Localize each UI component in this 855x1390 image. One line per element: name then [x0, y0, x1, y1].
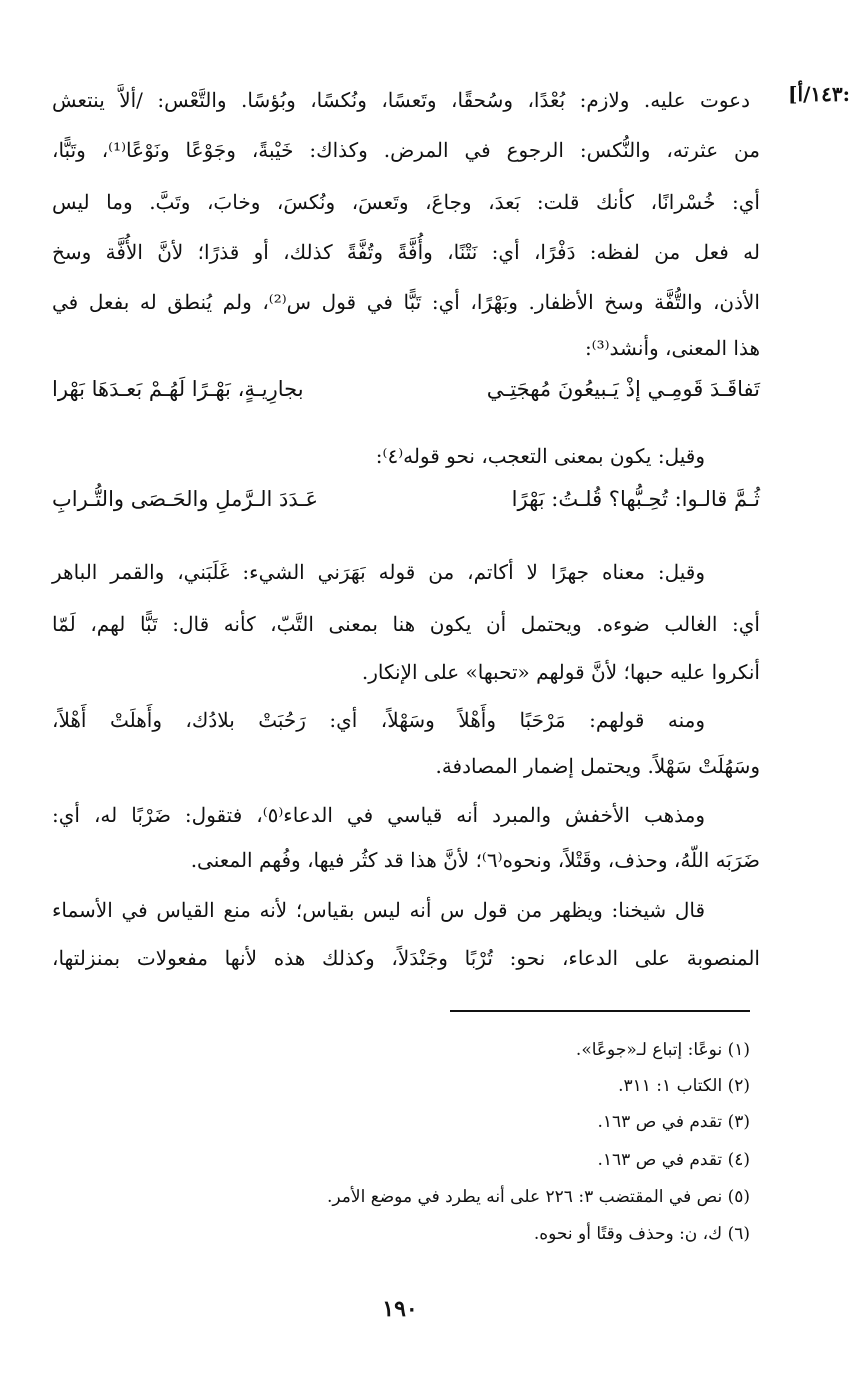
footnote: (١) نوعًا: إتباع لـ«جوعًا».	[575, 1040, 750, 1060]
body-line: ضَرَبَه اللّهُ، وحذف، وقَتْلاً، ونحوه⁽٦⁾؛ لأنَّ هذا قد كثُر فيها، وفُهم المعنى.	[190, 848, 760, 872]
footnote: (٣) تقدم في ص ١٦٣.	[597, 1112, 750, 1132]
page-number: ١٩٠	[382, 1296, 418, 1322]
body-line: من عثرته، والنُّكس: الرجوع في المرض. وكذاك: خَيْبةً، وجَوْعًا ونَوْعًا⁽¹⁾، وتَبًّا،	[52, 138, 760, 162]
footnote: (٤) تقدم في ص ١٦٣.	[597, 1150, 750, 1170]
body-line: هذا المعنى، وأنشد⁽³⁾:	[584, 336, 760, 360]
verse-hemistich-first: ثُـمَّ قالـوا: تُحِـبُّها؟ قُلـتُ: بَهْرًا	[511, 487, 760, 511]
body-line: أي: خُسْرانًا، كأنك قلت: بَعدَ، وجاعَ، وتَعسَ، ونُكسَ، وخابَ، وتَبَّ. وما ليس	[52, 190, 760, 214]
body-line: أنكروا عليه حبها؛ لأنَّ قولهم «تحبها» على الإنكار.	[361, 660, 760, 684]
body-line: ومذهب الأخفش والمبرد أنه قياسي في الدعاء⁽٥⁾، فتقول: ضَرْبًا له، أي:	[52, 803, 705, 827]
folio-marker: :١٤٣/أ]	[788, 82, 850, 106]
body-line: وقيل: معناه جهرًا لا أكاتم، من قوله بَهَرَني الشيء: غَلَبَني، والقمر الباهر	[52, 560, 705, 584]
verse-hemistich-first: تَفاقَـدَ قَومِـي إذْ يَـبيعُونَ مُهجَتِـي	[486, 377, 760, 401]
verse-hemistich-second: بجارِيـةٍ، بَهْـرًا لَهُـمْ بَعـدَهَا بَهْرا	[52, 377, 304, 401]
verse-hemistich-second: عَـدَدَ الـرَّملِ والحَـصَى والتُّـرابِ	[52, 487, 319, 511]
body-line: قال شيخنا: ويظهر من قول س أنه ليس بقياس؛ لأنه منع القياس في الأسماء	[52, 898, 705, 922]
body-line: دعوت عليه. ولازم: بُعْدًا، وسُحقًا، وتَعسًا، ونُكسًا، وبُؤسًا. والتَّعْس: /ألاَّ ينتعش	[52, 88, 750, 112]
body-line: المنصوبة على الدعاء، نحو: تُرْبًا وجَنْدَلاً، وكذلك هذه لأنها مفعولات بمنزلتها،	[52, 946, 760, 970]
body-line: وسَهُلَتْ سَهْلاً. ويحتمل إضمار المصادفة.	[435, 754, 760, 778]
body-line: ومنه قولهم: مَرْحَبًا وأَهْلاً وسَهْلاً، أي: رَحُبَتْ بلادُك، وأَهلَتْ أَهْلاً،	[52, 708, 705, 732]
body-line: أي: الغالب ضوءه. ويحتمل أن يكون هنا بمعنى التَّبّ، كأنه قال: تَبًّا لهم، لَمّا	[52, 612, 760, 636]
footnote: (٦) ك، ن: وحذف وقتًا أو نحوه.	[533, 1224, 750, 1244]
footnote: (٥) نص في المقتضب ٣: ٢٢٦ على أنه يطرد في موضع الأمر.	[326, 1187, 750, 1207]
verse-intro: وقيل: يكون بمعنى التعجب، نحو قوله⁽٤⁾:	[375, 444, 705, 468]
body-line: الأذن، والتُّفَّة وسخ الأظفار. وبَهْرًا، أي: تَبًّا في قول س⁽²⁾، ولم يُنطق له بفعل في	[52, 290, 760, 314]
footnote-separator	[450, 1010, 750, 1012]
body-line: له فعل من لفظه: دَفْرًا، أي: نَتْنًا، وأُفَّةً وتُفَّةً كذلك، أو قذرًا؛ لأنَّ الأُفَّة وسخ	[52, 240, 760, 264]
footnote: (٢) الكتاب ١: ٣١١.	[618, 1076, 750, 1096]
